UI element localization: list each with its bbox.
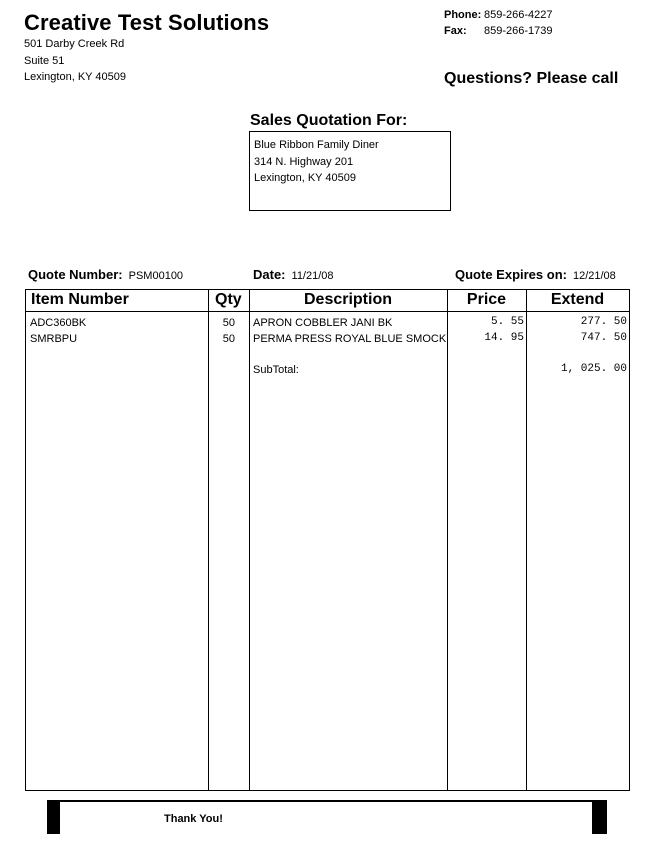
quote-date-label: Date: [253, 267, 286, 282]
column-divider-qty [208, 290, 209, 790]
quote-expires-value: 12/21/08 [572, 270, 616, 282]
row-2-extend: 747. 50 [580, 332, 627, 344]
thank-you-banner [47, 800, 607, 834]
row-1-item: ADC360BK [30, 317, 87, 329]
quote-number-value: PSM00100 [128, 270, 184, 282]
header-description: Description [303, 291, 392, 308]
company-name: Creative Test Solutions [24, 10, 270, 35]
row-1-price: 5. 55 [490, 316, 524, 328]
thank-you-text: Thank You! [164, 813, 223, 825]
row-1-description: APRON COBBLER JANI BK [253, 317, 393, 329]
company-address-line2: Suite 51 [24, 55, 65, 67]
header-price: Price [466, 291, 507, 308]
row-2-description: PERMA PRESS ROYAL BLUE SMOCK [253, 333, 447, 345]
customer-street: 314 N. Highway 201 [254, 156, 354, 168]
quote-expires [455, 266, 616, 284]
company-address-line3: Lexington, KY 40509 [24, 71, 126, 83]
thank-you-panel [60, 801, 592, 834]
questions-callout: Questions? Please call [444, 70, 619, 87]
column-divider-description [249, 290, 250, 790]
subtotal-value: 1, 025. 00 [560, 363, 627, 375]
row-2-item: SMRBPU [30, 333, 78, 345]
line-items-table [25, 289, 630, 791]
phone-value: 859-266-4227 [484, 9, 553, 21]
column-divider-price [447, 290, 448, 790]
row-2-price: 14. 95 [484, 332, 524, 344]
customer-name: Blue Ribbon Family Diner [254, 139, 379, 151]
header-extend: Extend [550, 291, 605, 308]
quote-expires-label: Quote Expires on: [455, 267, 567, 282]
fax-label: Fax: [444, 25, 467, 37]
sales-quotation-heading: Sales Quotation For: [250, 112, 408, 129]
quote-number [28, 266, 183, 284]
quote-date [253, 266, 334, 284]
company-address-line1: 501 Darby Creek Rd [24, 38, 125, 50]
quote-number-label: Quote Number: [28, 267, 123, 282]
header-divider [26, 311, 629, 312]
fax-value: 859-266-1739 [484, 25, 553, 37]
header-item-number: Item Number [31, 291, 129, 308]
customer-address-box [249, 131, 451, 211]
quote-date-value: 11/21/08 [291, 270, 334, 282]
row-1-extend: 277. 50 [580, 316, 627, 328]
row-2-qty: 50 [222, 333, 235, 345]
subtotal-label: SubTotal: [253, 364, 299, 376]
customer-city: Lexington, KY 40509 [254, 172, 356, 184]
phone-label: Phone: [444, 9, 482, 21]
row-1-qty: 50 [222, 317, 235, 329]
header-qty: Qty [215, 291, 242, 308]
